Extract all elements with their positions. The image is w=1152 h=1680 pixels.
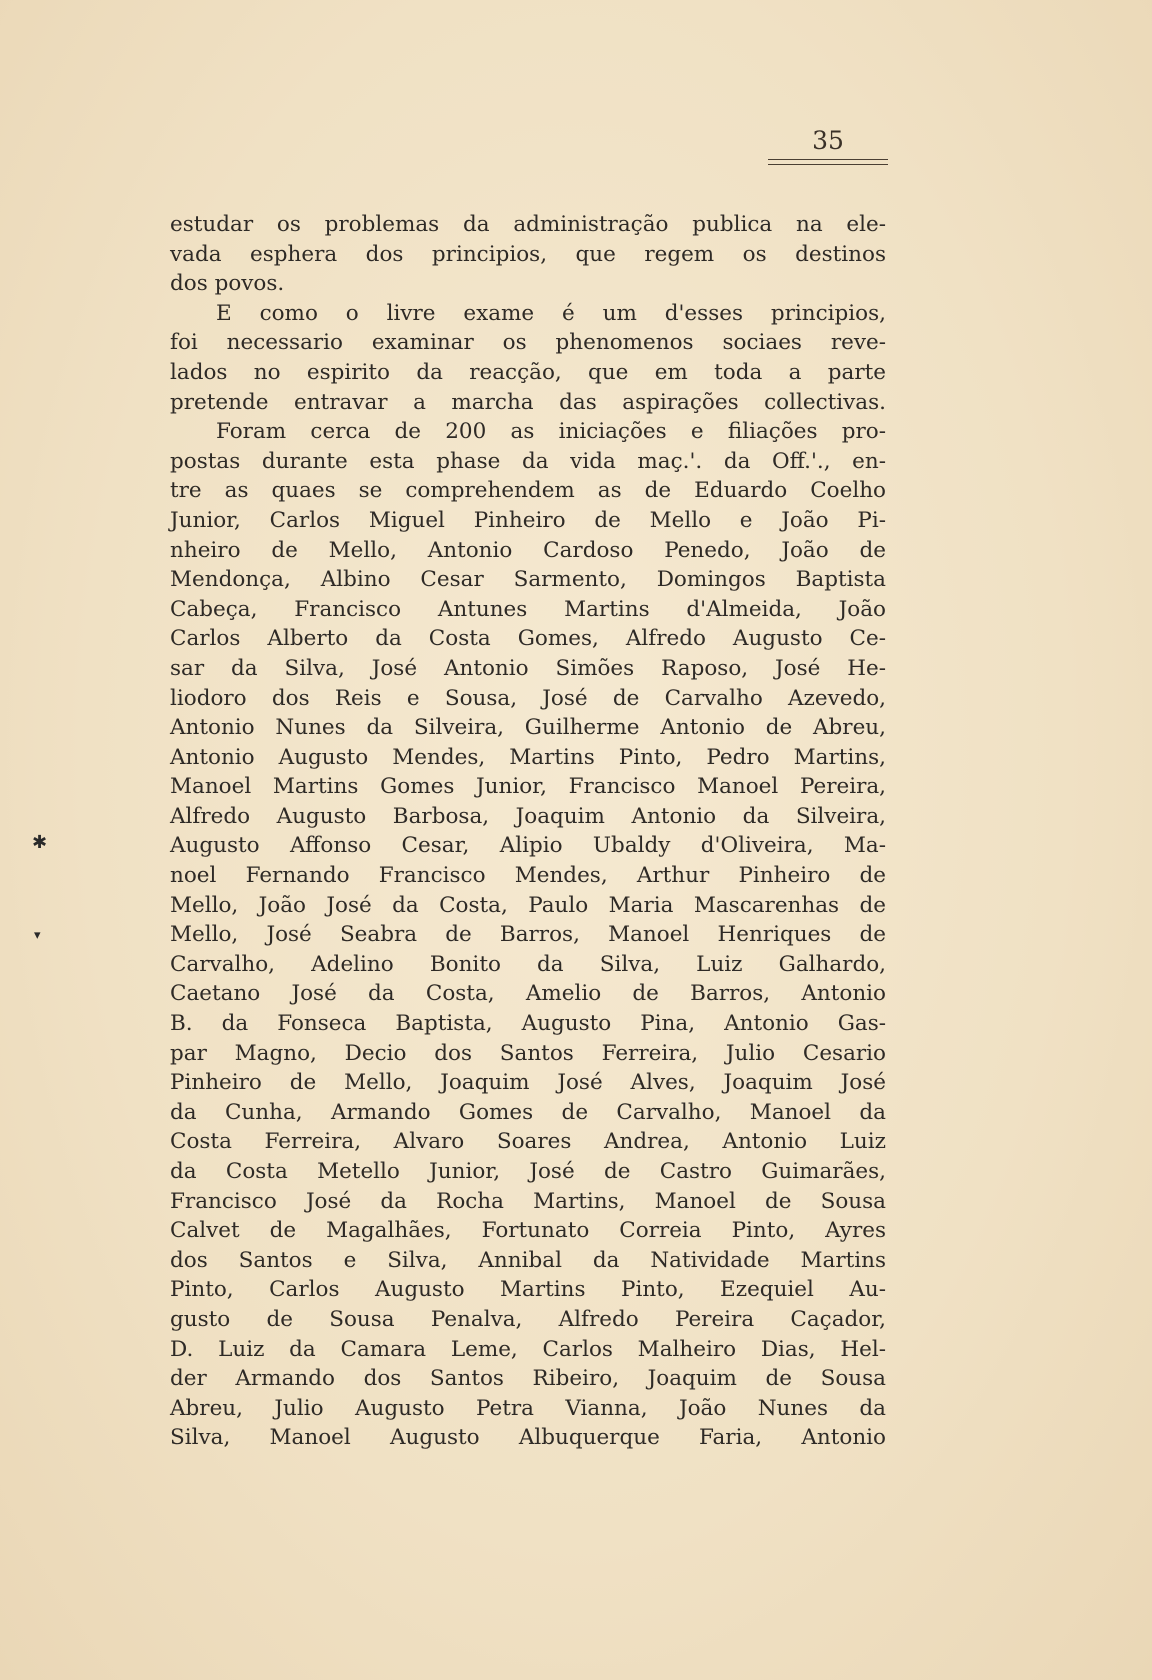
text-line: Costa Ferreira, Alvaro Soares Andrea, Antonio Luiz — [170, 1129, 886, 1155]
text-line: Mendonça, Albino Cesar Sarmento, Domingos Baptista — [170, 567, 886, 593]
text-line: Caetano José da Costa, Amelio de Barros, Antonio — [170, 981, 886, 1007]
margin-mark-icon: ▾ — [34, 928, 41, 943]
text-line: da Cunha, Armando Gomes de Carvalho, Manoel da — [170, 1099, 886, 1125]
text-line: tre as quaes se comprehendem as de Eduardo Coelho — [170, 478, 886, 504]
page-number: 35 — [812, 126, 844, 155]
body-text — [170, 210, 886, 1453]
text-line: Silva, Manoel Augusto Albuquerque Faria, Antonio — [170, 1425, 886, 1451]
text-line: der Armando dos Santos Ribeiro, Joaquim de Sousa — [170, 1366, 886, 1392]
text-line: E como o livre exame é um d'esses principios, — [216, 300, 886, 326]
text-line: Augusto Affonso Cesar, Alipio Ubaldy d'Oliveira, Ma- — [170, 833, 886, 859]
page-number-rule — [768, 159, 888, 160]
text-line: Antonio Augusto Mendes, Martins Pinto, Pedro Martins, — [170, 744, 886, 770]
text-line: noel Fernando Francisco Mendes, Arthur Pinheiro de — [170, 863, 886, 889]
text-line: sar da Silva, José Antonio Simões Raposo, José He- — [170, 655, 886, 681]
text-line: Carvalho, Adelino Bonito da Silva, Luiz Galhardo, — [170, 951, 886, 977]
text-line: Mello, João José da Costa, Paulo Maria Mascarenhas de — [170, 892, 886, 918]
text-line: dos povos. — [170, 271, 285, 297]
text-line: Alfredo Augusto Barbosa, Joaquim Antonio da Silveira, — [170, 803, 886, 829]
text-line: Abreu, Julio Augusto Petra Vianna, João Nunes da — [170, 1395, 886, 1421]
text-line: par Magno, Decio dos Santos Ferreira, Julio Cesario — [170, 1040, 886, 1066]
margin-mark-icon: ✱ — [32, 832, 48, 853]
text-line: gusto de Sousa Penalva, Alfredo Pereira Caçador, — [170, 1306, 886, 1332]
text-line: postas durante esta phase da vida maç.'. da Off.'., en- — [170, 448, 886, 474]
text-line: Pinto, Carlos Augusto Martins Pinto, Ezequiel Au- — [170, 1277, 886, 1303]
text-line: foi necessario examinar os phenomenos sociaes reve- — [170, 330, 886, 356]
text-line: estudar os problemas da administração publica na ele- — [170, 212, 886, 237]
text-line: Cabeça, Francisco Antunes Martins d'Almeida, João — [170, 596, 886, 622]
text-line: liodoro dos Reis e Sousa, José de Carvalho Azevedo, — [170, 685, 886, 711]
text-line: Manoel Martins Gomes Junior, Francisco Manoel Pereira, — [170, 774, 886, 800]
text-line: Junior, Carlos Miguel Pinheiro de Mello e João Pi- — [170, 507, 886, 533]
text-line: nheiro de Mello, Antonio Cardoso Penedo, João de — [170, 537, 886, 563]
text-line: dos Santos e Silva, Annibal da Natividade Martins — [170, 1247, 886, 1273]
text-line: Mello, José Seabra de Barros, Manoel Henriques de — [170, 922, 886, 948]
text-line: Francisco José da Rocha Martins, Manoel de Sousa — [170, 1188, 886, 1214]
text-line: da Costa Metello Junior, José de Castro Guimarães, — [170, 1159, 886, 1184]
text-line: Calvet de Magalhães, Fortunato Correia Pinto, Ayres — [170, 1218, 886, 1244]
text-line: D. Luiz da Camara Leme, Carlos Malheiro Dias, Hel- — [170, 1336, 886, 1362]
text-line: pretende entravar a marcha das aspirações collectivas. — [170, 389, 886, 415]
text-line: lados no espirito da reacção, que em toda a parte — [170, 359, 886, 385]
text-line: Pinheiro de Mello, Joaquim José Alves, Joaquim José — [170, 1070, 886, 1096]
text-line: Carlos Alberto da Costa Gomes, Alfredo Augusto Ce- — [170, 626, 886, 652]
text-line: Foram cerca de 200 as iniciações e filiações pro- — [216, 419, 886, 445]
text-line: vada esphera dos principios, que regem os destinos — [170, 241, 886, 267]
text-line: B. da Fonseca Baptista, Augusto Pina, Antonio Gas- — [170, 1011, 886, 1037]
page-number-rule — [768, 164, 888, 165]
text-line: Antonio Nunes da Silveira, Guilherme Antonio de Abreu, — [170, 715, 886, 741]
